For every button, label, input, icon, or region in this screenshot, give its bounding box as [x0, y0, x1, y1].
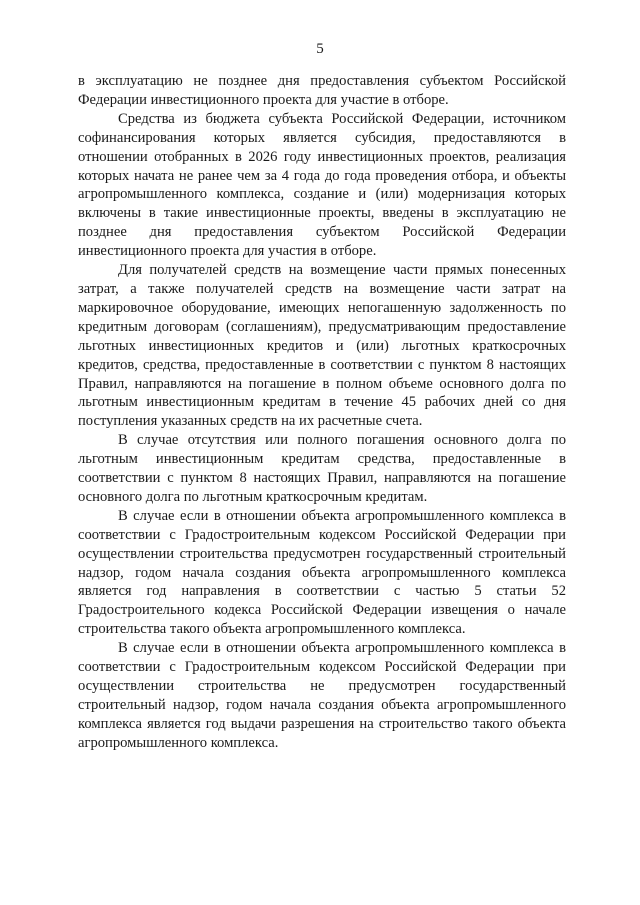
paragraph-supervision-not-provided: В случае если в отношении объекта агропромышленного комплекса в соответствии с Градостроительным кодексом Российской Федерации при осуществлении строительства не предусмотрен государственный строительный надзор, годом начала создания объекта агропромышленного комплекса является год выдачи разрешения на строительство такого объекта агропромышленного комплекса.	[78, 640, 566, 751]
page-number: 5	[316, 41, 324, 57]
paragraph-supervision-provided: В случае если в отношении объекта агропромышленного комплекса в соответствии с Градостроительным кодексом Российской Федерации при осуществлении строительства предусмотрен государственный строительный надзор, годом начала создания объекта агропромышленного комплекса является год направления в соответствии с частью 5 статьи 52 Градостроительного кодекса Российской Федерации извещения о начале строительства такого объекта агропромышленного комплекса.	[78, 507, 566, 638]
document-body	[78, 72, 566, 753]
paragraph-continuation: в эксплуатацию не позднее дня предоставления субъектом Российской Федерации инвестиционного проекта для участие в отборе.	[78, 73, 566, 108]
paragraph-loan-repayment: Для получателей средств на возмещение части прямых понесенных затрат, а также получателей средств на возмещение части затрат на маркировочное оборудование, имеющих непогашенную задолженность по кредитным договорам (соглашениям), предусматривающим предоставление льготных инвестиционных кредитов и (или) льготных краткосрочных кредитов, средства, предоставленные в соответствии с пунктом 8 настоящих Правил, направляются на погашение в полном объеме основного долга по льготным инвестиционным кредитам в течение 45 рабочих дней со дня поступления указанных средств на их расчетные счета.	[78, 262, 566, 430]
paragraph-budget-funds: Средства из бюджета субъекта Российской Федерации, источником софинансирования которых является субсидия, предоставляются в отношении отобранных в 2026 году инвестиционных проектов, реализация которых начата не ранее чем за 4 года до года проведения отбора, и объекты агропромышленного комплекса, создание и (или) модернизация которых включены в такие инвестиционные проекты, введены в эксплуатацию не позднее дня предоставления субъектом Российской Федерации инвестиционного проекта для участия в отборе.	[78, 110, 566, 260]
paragraph-short-term-loans: В случае отсутствия или полного погашения основного долга по льготным инвестиционным кредитам средства, предоставленные в соответствии с пунктом 8 настоящих Правил, направляются на погашение основного долга по льготным краткосрочным кредитам.	[78, 432, 566, 505]
